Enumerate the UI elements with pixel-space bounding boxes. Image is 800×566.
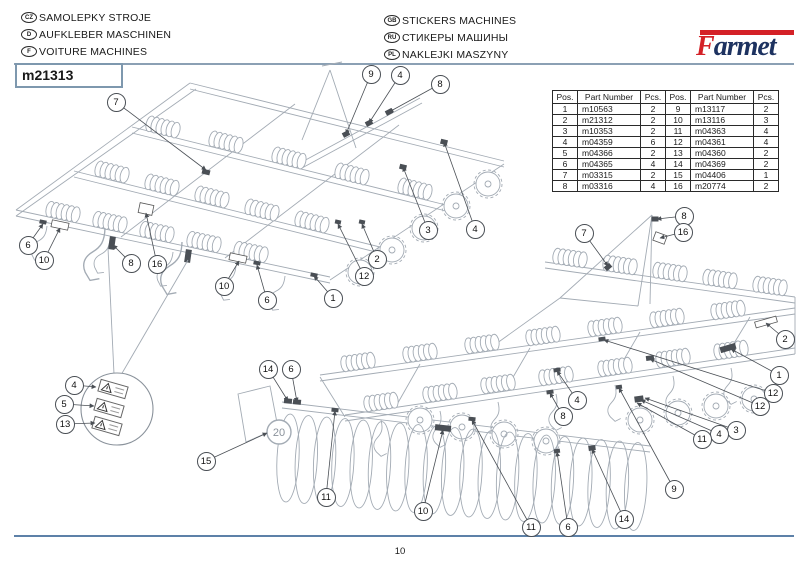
callout-7: 7: [107, 93, 126, 112]
callout-12: 12: [764, 384, 783, 403]
part-number-cell: m10353: [578, 126, 641, 137]
callout-11: 11: [693, 430, 712, 449]
parts-table-row: [553, 170, 779, 181]
callout-16: 16: [148, 255, 167, 274]
part-number-cell: m04406: [691, 170, 754, 181]
qty-cell: 2: [641, 115, 666, 126]
parts-table-row: [553, 115, 779, 126]
part-number-cell: m04369: [691, 159, 754, 170]
pl-flag-badge: PL: [384, 49, 400, 60]
part-number-cell: m10563: [578, 104, 641, 115]
cz-flag-badge: CZ: [21, 12, 37, 23]
callout-8: 8: [122, 254, 141, 273]
callout-4: 4: [65, 376, 84, 395]
qty-cell: 14: [666, 159, 691, 170]
callout-11: 11: [317, 488, 336, 507]
logo-letter-f: F: [696, 31, 714, 62]
qty-cell: 13: [666, 148, 691, 159]
callout-12: 12: [355, 267, 374, 286]
callout-6: 6: [258, 291, 277, 310]
callout-8: 8: [431, 75, 450, 94]
callout-10: 10: [414, 502, 433, 521]
callout-8: 8: [554, 407, 573, 426]
qty-cell: 2: [641, 170, 666, 181]
callout-11: 11: [522, 518, 541, 537]
parts-table-header-row: [553, 91, 779, 104]
callout-4: 4: [391, 66, 410, 85]
qty-cell: 8: [553, 181, 578, 192]
parts-table-row: [553, 104, 779, 115]
qty-cell: 2: [641, 104, 666, 115]
qty-cell: 4: [553, 137, 578, 148]
callout-13: 13: [56, 415, 75, 434]
callout-14: 14: [615, 510, 634, 529]
part-number-cell: m04360: [691, 148, 754, 159]
qty-cell: 1: [754, 170, 779, 181]
qty-cell: 9: [666, 104, 691, 115]
callout-12: 12: [751, 397, 770, 416]
qty-cell: 7: [553, 170, 578, 181]
roller-speed-mark: 20: [272, 427, 286, 439]
parts-table-row: [553, 148, 779, 159]
parts-table: [552, 90, 779, 192]
language-label: STICKERS MACHINES: [402, 14, 517, 27]
qty-cell: 3: [754, 115, 779, 126]
callout-14: 14: [259, 360, 278, 379]
fr-flag-badge: F: [21, 46, 37, 57]
qty-cell: 6: [553, 159, 578, 170]
language-label: СТИКЕРЫ МАШИНЫ: [402, 31, 509, 44]
qty-cell: 2: [754, 148, 779, 159]
qty-cell: 4: [641, 181, 666, 192]
qty-cell: 2: [553, 115, 578, 126]
qty-cell: 12: [666, 137, 691, 148]
part-number-cell: m20774: [691, 181, 754, 192]
col-pcs-header: Pcs.: [641, 91, 666, 104]
qty-cell: 1: [553, 104, 578, 115]
qty-cell: 16: [666, 181, 691, 192]
parts-table-row: [553, 137, 779, 148]
col-part-number-header: Part Number: [691, 91, 754, 104]
part-number-cell: m03316: [578, 181, 641, 192]
qty-cell: 2: [641, 148, 666, 159]
qty-cell: 2: [754, 104, 779, 115]
part-number-cell: m21312: [578, 115, 641, 126]
part-number-cell: m13117: [691, 104, 754, 115]
callout-8: 8: [675, 207, 694, 226]
callout-1: 1: [770, 366, 789, 385]
callout-9: 9: [665, 480, 684, 499]
language-label: SAMOLEPKY STROJE: [39, 11, 152, 24]
callout-6: 6: [559, 518, 578, 537]
qty-cell: 3: [553, 126, 578, 137]
language-label: NAKLEJKI MASZYNY: [402, 48, 509, 61]
col-part-number-header: Part Number: [578, 91, 641, 104]
callout-1: 1: [324, 289, 343, 308]
callout-3: 3: [419, 221, 438, 240]
gb-flag-badge: GB: [384, 15, 400, 26]
callout-2: 2: [776, 330, 795, 349]
callout-5: 5: [55, 395, 74, 414]
callout-6: 6: [282, 360, 301, 379]
ru-flag-badge: RU: [384, 32, 400, 43]
callout-3: 3: [727, 421, 746, 440]
parts-table-row: [553, 126, 779, 137]
qty-cell: 4: [754, 126, 779, 137]
qty-cell: 4: [641, 159, 666, 170]
part-number-cell: m04365: [578, 159, 641, 170]
qty-cell: 15: [666, 170, 691, 181]
qty-cell: 5: [553, 148, 578, 159]
logo-letters-rest: armet: [713, 31, 776, 62]
callout-6: 6: [19, 236, 38, 255]
qty-cell: 2: [754, 181, 779, 192]
qty-cell: 2: [754, 159, 779, 170]
part-number-cell: m04366: [578, 148, 641, 159]
language-label: VOITURE MACHINES: [39, 45, 148, 58]
part-number-cell: m03315: [578, 170, 641, 181]
col-pos-header: Pos.: [553, 91, 578, 104]
qty-cell: 2: [641, 126, 666, 137]
callout-15: 15: [197, 452, 216, 471]
parts-table-body: [553, 104, 779, 192]
callout-4: 4: [710, 425, 729, 444]
qty-cell: 11: [666, 126, 691, 137]
callout-7: 7: [575, 224, 594, 243]
language-label: AUFKLEBER MASCHINEN: [39, 28, 172, 41]
part-number-cell: m13116: [691, 115, 754, 126]
callout-4: 4: [568, 391, 587, 410]
qty-cell: 4: [754, 137, 779, 148]
de-flag-badge: D: [21, 29, 37, 40]
callout-10: 10: [215, 277, 234, 296]
parts-table-row: [553, 159, 779, 170]
qty-cell: 10: [666, 115, 691, 126]
part-number-cell: m04359: [578, 137, 641, 148]
callout-16: 16: [674, 223, 693, 242]
model-code-box: m21313: [15, 63, 123, 88]
col-pcs-header: Pcs.: [754, 91, 779, 104]
qty-cell: 6: [641, 137, 666, 148]
part-number-cell: m04361: [691, 137, 754, 148]
col-pos-header: Pos.: [666, 91, 691, 104]
parts-table-row: [553, 181, 779, 192]
callout-4: 4: [466, 220, 485, 239]
callout-10: 10: [35, 251, 54, 270]
callout-9: 9: [362, 65, 381, 84]
callout-2: 2: [368, 250, 387, 269]
part-number-cell: m04363: [691, 126, 754, 137]
page-number: 10: [394, 546, 406, 557]
